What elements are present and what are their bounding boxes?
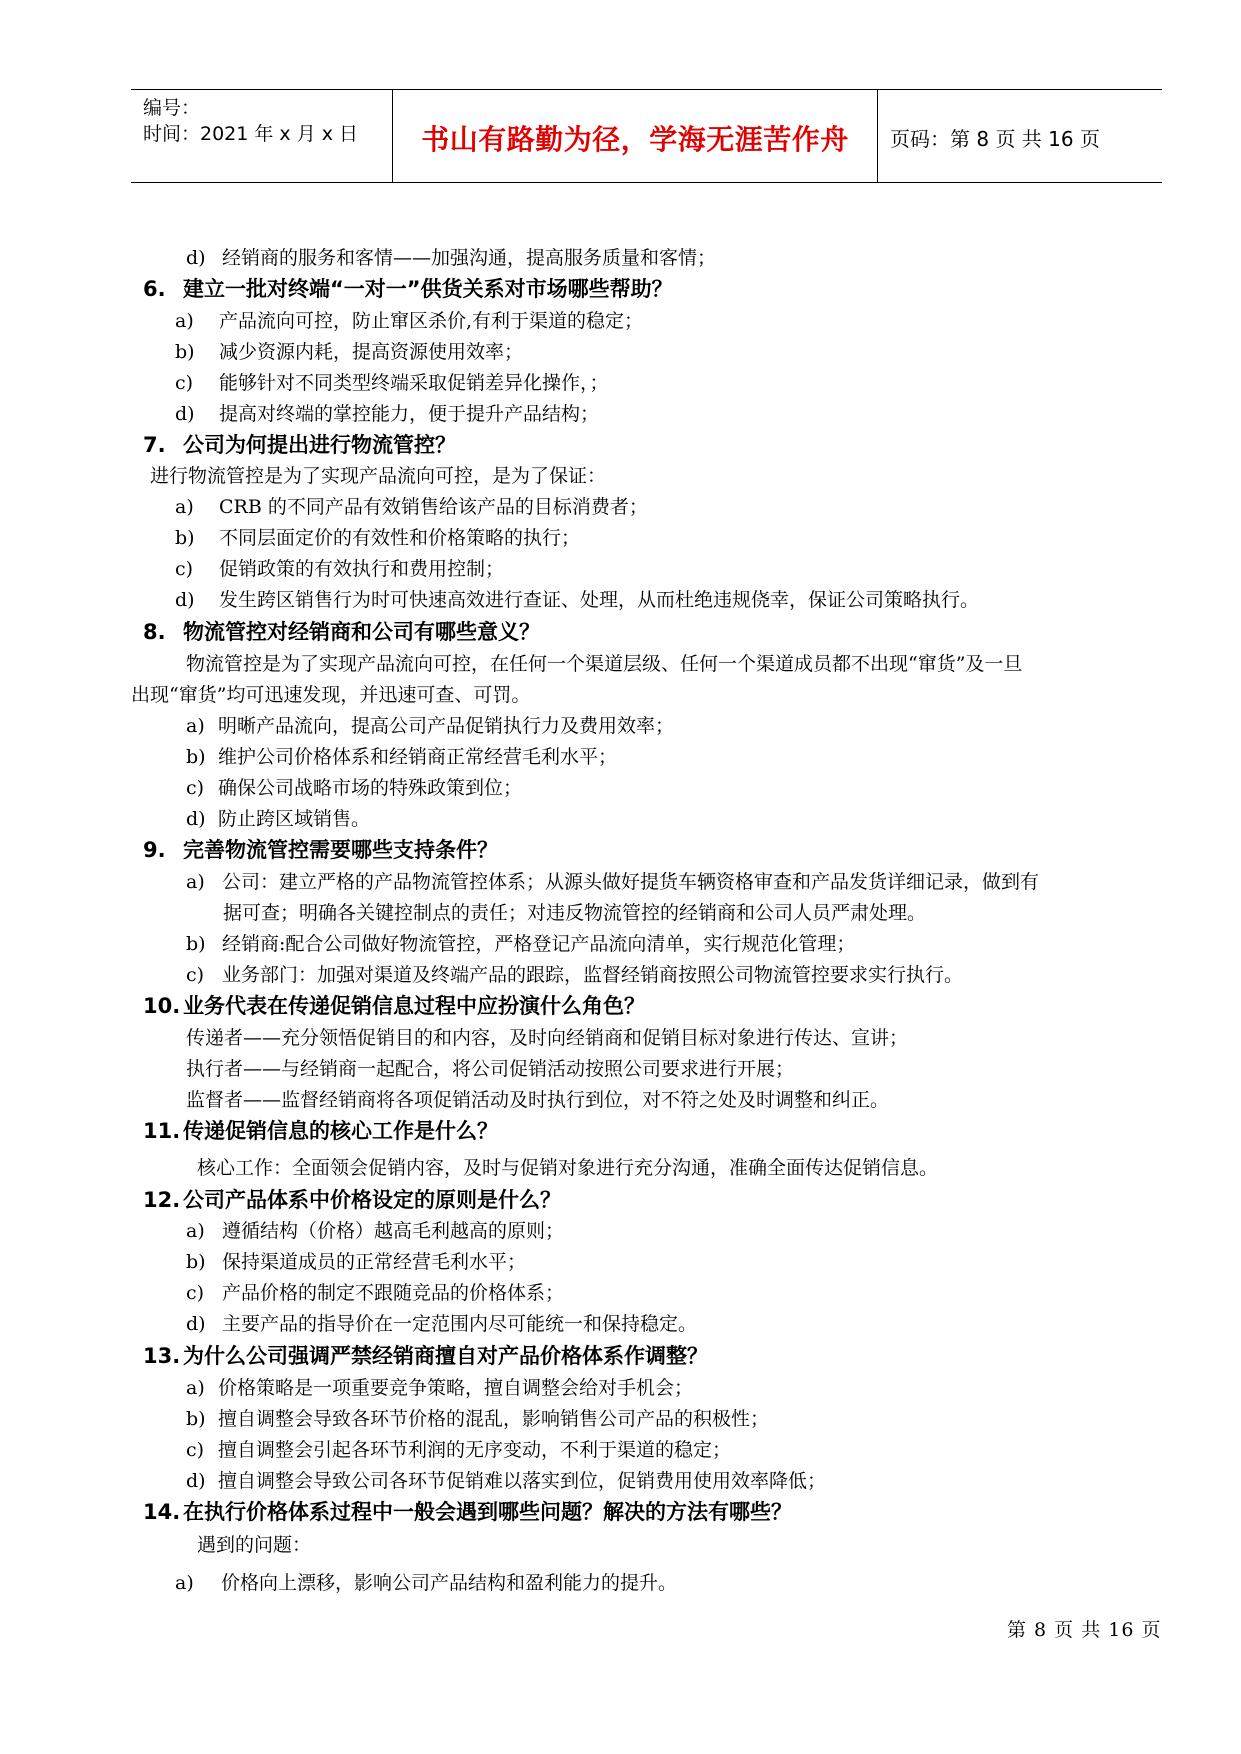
- list-marker: a): [175, 1572, 194, 1594]
- list-marker: c): [186, 1282, 205, 1304]
- list-marker: a): [175, 310, 194, 332]
- list-item: [186, 805, 370, 833]
- list-marker: c): [186, 777, 205, 799]
- list-item-text: 公司：建立严格的产品物流管控体系；从源头做好提货车辆资格审查和产品发货详细记录，做到有: [222, 871, 1040, 893]
- list-item-text: 业务部门：加强对渠道及终端产品的跟踪，监督经销商按照公司物流管控要求实行执行。: [222, 964, 964, 986]
- list-item-text: 促销政策的有效执行和费用控制；: [219, 558, 505, 580]
- list-item: [186, 712, 674, 740]
- question-number: 13.: [143, 1344, 181, 1368]
- list-item-text: 不同层面定价的有效性和价格策略的执行；: [219, 527, 581, 549]
- question-text: 为什么公司强调严禁经销商擅自对产品价格体系作调整？: [183, 1344, 708, 1368]
- list-item: [186, 961, 963, 989]
- question-heading: [143, 992, 645, 1020]
- list-item: [175, 524, 580, 552]
- question-text: 公司产品体系中价格设定的原则是什么？: [183, 1188, 561, 1212]
- list-item: [175, 586, 979, 614]
- list-item-text: CRB 的不同产品有效销售给该产品的目标消费者；: [219, 496, 648, 518]
- question-number: 11.: [143, 1119, 181, 1143]
- question-number: 9.: [143, 838, 166, 862]
- list-marker: d): [186, 1470, 206, 1492]
- list-marker: b): [186, 1251, 206, 1273]
- list-item: [186, 1374, 693, 1402]
- list-marker: b): [175, 341, 195, 363]
- list-marker: a): [186, 715, 205, 737]
- question-text: 完善物流管控需要哪些支持条件？: [183, 838, 498, 862]
- question-number: 6.: [143, 277, 166, 301]
- question-number: 7.: [143, 433, 166, 457]
- question-number: 14.: [143, 1500, 181, 1524]
- list-item-text: 价格策略是一项重要竞争策略，擅自调整会给对手机会；: [218, 1377, 694, 1399]
- question-heading: [143, 836, 498, 864]
- list-item-text: 价格向上漂移，影响公司产品结构和盈利能力的提升。: [221, 1572, 678, 1594]
- list-item-text: 擅自调整会导致公司各环节促销难以落实到位，促销费用使用效率降低；: [218, 1470, 827, 1492]
- paragraph-text: 物流管控是为了实现产品流向可控，在任何一个渠道层级、任何一个渠道成员都不出现“窜货”及一旦: [186, 653, 1023, 675]
- list-item-text: 保持渠道成员的正常经营毛利水平；: [222, 1251, 527, 1273]
- list-item: [186, 1217, 564, 1245]
- list-item: [175, 369, 609, 397]
- list-item-text: 主要产品的指导价在一定范围内尽可能统一和保持稳定。: [222, 1313, 698, 1335]
- question-heading: [143, 1498, 792, 1526]
- question-text: 物流管控对经销商和公司有哪些意义？: [183, 620, 540, 644]
- list-marker: b): [175, 527, 195, 549]
- list-marker: a): [186, 871, 205, 893]
- question-text: 业务代表在传递促销信息过程中应扮演什么角色？: [183, 994, 645, 1018]
- list-marker: d): [186, 1313, 206, 1335]
- number-label: 编号：: [143, 97, 201, 119]
- list-item-text: 确保公司战略市场的特殊政策到位；: [218, 777, 523, 799]
- list-item: [175, 338, 523, 366]
- motto-text: 书山有路勤为径，学海无涯苦作舟: [421, 123, 849, 156]
- list-item: [186, 1310, 697, 1338]
- list-marker: c): [175, 558, 194, 580]
- paragraph-text: 出现“窜货”均可迅速发现，并迅速可查、可罚。: [131, 684, 531, 706]
- question-heading: [143, 275, 673, 303]
- list-item-text: 遵循结构（价格）越高毛利越高的原则；: [222, 1220, 565, 1242]
- list-item-text: 维护公司价格体系和经销商正常经营毛利水平；: [218, 746, 618, 768]
- question-number: 12.: [143, 1188, 181, 1212]
- list-item-text: 减少资源内耗，提高资源使用效率；: [219, 341, 524, 363]
- list-item-text: 经销商的服务和客情——加强沟通，提高服务质量和客情；: [222, 247, 717, 269]
- list-item: [175, 400, 599, 428]
- list-item: [186, 1405, 769, 1433]
- list-item: [186, 244, 716, 272]
- list-marker: b): [186, 1408, 206, 1430]
- question-heading: [143, 431, 456, 459]
- list-item-text: 能够针对不同类型终端采取促销差异化操作，；: [219, 372, 609, 394]
- paragraph-text: 据可查；明确各关键控制点的责任；对违反物流管控的经销商和公司人员严肃处理。: [223, 902, 927, 924]
- list-item-text: 产品价格的制定不跟随竞品的价格体系；: [222, 1282, 565, 1304]
- paragraph-text: 核心工作：全面领会促销内容，及时与促销对象进行充分沟通，准确全面传达促销信息。: [197, 1157, 939, 1179]
- list-marker: d): [175, 589, 195, 611]
- paragraph-text: 进行物流管控是为了实现产品流向可控，是为了保证：: [150, 465, 607, 487]
- list-item: [186, 1467, 826, 1495]
- list-marker: d): [186, 808, 206, 830]
- paragraph-text: 遇到的问题：: [197, 1534, 312, 1556]
- list-marker: c): [175, 372, 194, 394]
- list-item-text: 擅自调整会导致各环节价格的混乱，影响销售公司产品的积极性；: [218, 1408, 770, 1430]
- question-heading: [143, 618, 540, 646]
- list-marker: b): [186, 933, 206, 955]
- list-item: [186, 1279, 564, 1307]
- list-item-text: 擅自调整会引起各环节利润的无序变动，不利于渠道的稳定；: [218, 1439, 732, 1461]
- paragraph-text: 执行者——与经销商一起配合，将公司促销活动按照公司要求进行开展；: [186, 1058, 795, 1080]
- list-item: [186, 1436, 731, 1464]
- paragraph-text: 监督者——监督经销商将各项促销活动及时执行到位，对不符之处及时调整和纠正。: [186, 1089, 890, 1111]
- list-marker: a): [186, 1220, 205, 1242]
- list-item-text: 防止跨区域销售。: [218, 808, 371, 830]
- list-item-text: 明晰产品流向，提高公司产品促销执行力及费用效率；: [218, 715, 675, 737]
- list-marker: d): [175, 403, 195, 425]
- page-footer: 第 8 页 共 16 页: [1007, 1619, 1162, 1641]
- time-label: 时间：2021 年 x 月 x 日: [143, 123, 359, 145]
- list-item: [186, 930, 855, 958]
- list-item-text: 发生跨区销售行为时可快速高效进行查证、处理，从而杜绝违规侥幸，保证公司策略执行。: [219, 589, 980, 611]
- list-marker: a): [186, 1377, 205, 1399]
- question-number: 8.: [143, 620, 166, 644]
- list-item: [175, 493, 648, 521]
- list-marker: a): [175, 496, 194, 518]
- list-marker: d): [186, 247, 206, 269]
- question-heading: [143, 1186, 561, 1214]
- list-item: [175, 307, 643, 335]
- question-text: 在执行价格体系过程中一般会遇到哪些问题？解决的方法有哪些？: [183, 1500, 792, 1524]
- list-item-text: 产品流向可控，防止窜区杀价,有利于渠道的稳定；: [219, 310, 644, 332]
- question-text: 公司为何提出进行物流管控？: [183, 433, 456, 457]
- list-item-text: 提高对终端的掌控能力，便于提升产品结构；: [219, 403, 600, 425]
- page-number-label: 页码：第 8 页 共 16 页: [890, 127, 1100, 151]
- paragraph-text: 传递者——充分领悟促销目的和内容，及时向经销商和促销目标对象进行传达、宣讲；: [186, 1027, 909, 1049]
- list-item: [186, 743, 617, 771]
- list-item-text: 经销商:配合公司做好物流管控，严格登记产品流向清单，实行规范化管理；: [222, 933, 856, 955]
- list-marker: c): [186, 964, 205, 986]
- question-heading: [143, 1117, 498, 1145]
- list-marker: c): [186, 1439, 205, 1461]
- list-item: [186, 868, 1039, 896]
- list-item: [186, 774, 522, 802]
- question-number: 10.: [143, 994, 181, 1018]
- list-marker: b): [186, 746, 206, 768]
- list-item: [175, 1569, 677, 1597]
- question-text: 建立一批对终端“一对一”供货关系对市场哪些帮助？: [183, 277, 673, 301]
- list-item: [186, 1248, 526, 1276]
- question-text: 传递促销信息的核心工作是什么？: [183, 1119, 498, 1143]
- list-item: [175, 555, 504, 583]
- question-heading: [143, 1342, 708, 1370]
